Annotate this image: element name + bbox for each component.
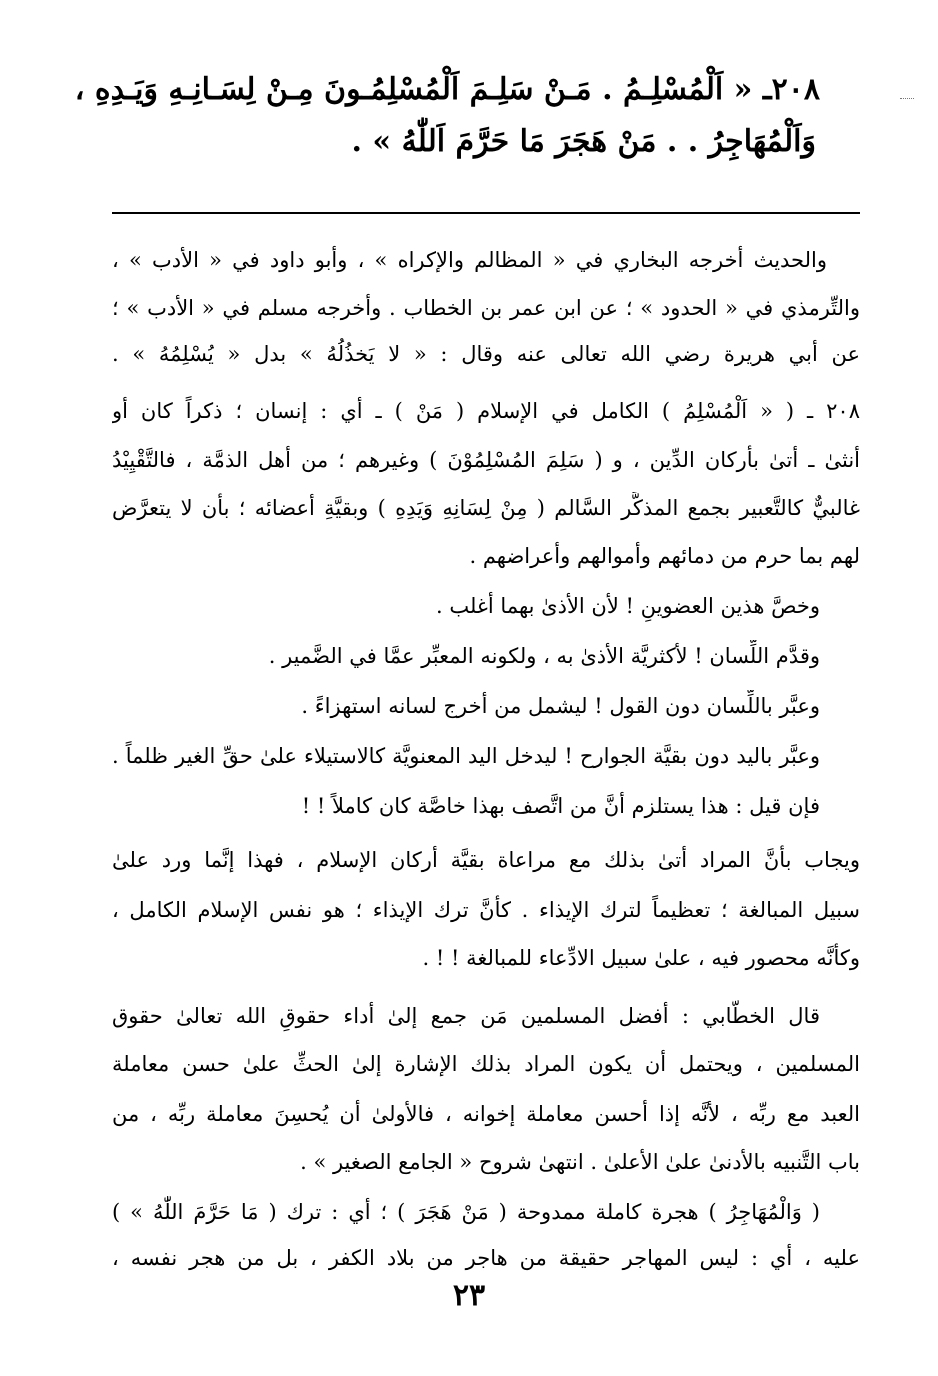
commentary-line: ٢٠٨ ـ ( « اَلْمُسْلِمُ ) الكامل في الإسلام ( مَنْ ) ـ أي : إنسان ؛ ذكراً كان أو [112,399,860,423]
commentary-line: ويجاب بأنَّ المراد أتىٰ بذلك مع مراعاة بقيَّة أركان الإسلام ، فهذا إنَّما ورد علىٰ [112,848,860,872]
commentary-line: أنثىٰ ـ أتىٰ بأركان الدِّين ، و ( سَلِمَ المُسْلِمُوْنَ ) وغيرهم ؛ من أهل الذمَّة ، فالتَّقْيِيْدُ [112,448,860,472]
commentary-line: ( وَالْمُهَاجِرُ ) هجرة كاملة ممدوحة ( مَنْ هَجَرَ ) ؛ أي : ترك ( مَا حَرَّمَ اللّٰهُ » ) [112,1200,820,1224]
commentary-line: فإن قيل : هذا يستلزم أنَّ من اتَّصف بهذا خاصَّة كان كاملاً ! ! [301,794,820,818]
commentary-line: وخصَّ هذين العضوينِ ! لأن الأذىٰ بهما أغلب . [436,594,820,618]
commentary-line: وعبَّر باليد دون بقيَّة الجوارح ! ليدخل اليد المعنويَّة كالاستيلاء علىٰ حقِّ الغير ظلماً . [112,744,820,768]
commentary-line: سبيل المبالغة ؛ تعظيماً لترك الإيذاء . كأنَّ ترك الإيذاء ؛ هو نفس الإسلام الكامل ، [112,898,860,922]
commentary-line: لهم بما حرم من دمائهم وأموالهم وأعراضهم . [469,544,860,568]
commentary-line: عليه ، أي : ليس المهاجر حقيقة من هاجر من بلاد الكفر ، بل من هجر نفسه ، [112,1246,860,1270]
page-number: ٢٣ [452,1278,486,1313]
commentary-line: العبد مع ربِّه ، لأنَّه إذا أحسن معاملة إخوانه ، فالأولىٰ أن يُحسِنَ معاملة ربِّه ، من [112,1102,860,1126]
commentary-line: والحديث أخرجه البخاري في « المظالم والإكراه » ، وأبو داود في « الأدب » ، [112,248,827,272]
margin-speck [900,98,914,102]
hadith-text-line-1: ٢٠٨ـ « اَلْمُسْلِـمُ . مَـنْ سَلِـمَ اَلْمُسْلِمُـونَ مِـنْ لِسَـانِـهِ وَيَـدِهِ ، [74,72,820,107]
commentary-line: والتِّرمذي في « الحدود » ؛ عن ابن عمر بن الخطاب . وأخرجه مسلم في « الأدب » ؛ [112,296,860,320]
commentary-line: قال الخطَّابي : أفضل المسلمين مَن جمع إلىٰ أداء حقوقِ الله تعالىٰ حقوق [112,1004,820,1028]
commentary-line: وقدَّم اللِّسان ! لأكثريَّة الأذىٰ به ، ولكونه المعبِّر عمَّا في الضَّمير . [268,644,820,668]
commentary-line: عن أبي هريرة رضي الله تعالى عنه وقال : « لا يَخذُلُهُ » بدل « يُسْلِمُهُ » . [112,342,860,366]
hadith-text-line-2: وَاَلْمُهَاجِرُ . . مَنْ هَجَرَ مَا حَرَّمَ اَللّٰهُ » . [351,124,816,159]
commentary-line: غالبيٌّ كالتَّعبير بجمع المذكَّر السَّالم ( مِنْ لِسَانِهِ وَيَدِهِ ) وبقيَّةِ أعضائه ؛ بأن لا يتعرَّض [112,496,860,520]
commentary-line: باب التَّنبيه بالأدنىٰ علىٰ الأعلىٰ . انتهىٰ شروح « الجامع الصغير » . [300,1150,860,1174]
commentary-line: وعبَّر باللِّسان دون القول ! ليشمل من أخرج لسانه استهزاءً . [301,694,820,718]
commentary-line: المسلمين ، ويحتمل أن يكون المراد بذلك الإشارة إلىٰ الحثِّ علىٰ حسن معاملة [112,1052,860,1076]
commentary-line: وكأنَّه محصور فيه ، علىٰ سبيل الادِّعاء للمبالغة ! ! . [422,946,860,970]
separator-rule [112,212,860,214]
